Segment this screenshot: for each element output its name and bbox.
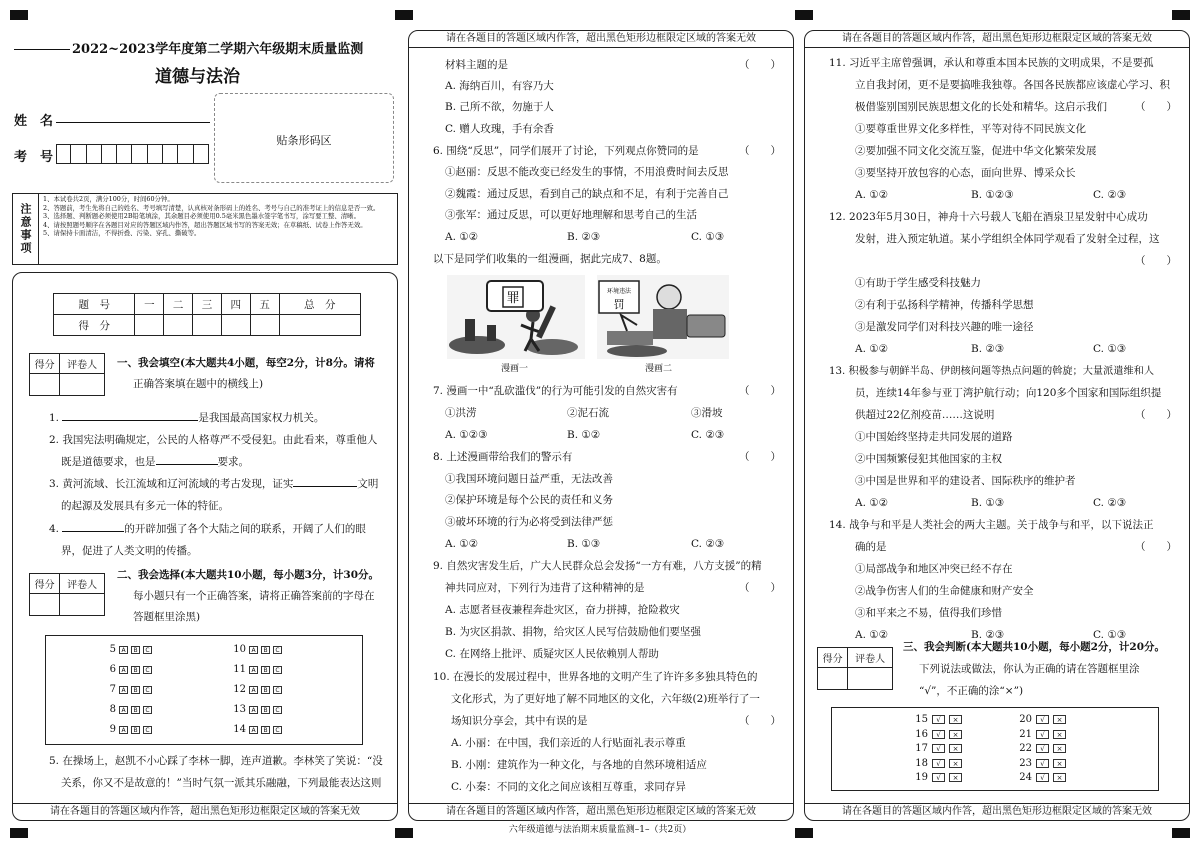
choice-answer-row <box>102 664 152 675</box>
notice-item: 4、请按照题号顺序在各题目对应的答题区域内作答，超出答题区域书写的答案无效；在草稿纸、试卷上作答无效。 <box>43 220 367 229</box>
option-b: B. ②③ <box>971 629 1005 641</box>
choice-bubble[interactable]: B <box>261 666 270 674</box>
tick-bubble[interactable]: √ <box>932 759 945 768</box>
choice-bubble[interactable]: C <box>273 666 282 674</box>
q9-option-b: B. 为灾区捐款、捐物，给灾区人民写信鼓励他们要坚强 <box>445 626 701 638</box>
registration-mark <box>795 10 813 20</box>
answer-paren: （ ） <box>739 385 781 397</box>
judge-question-number: 24 <box>1019 772 1032 783</box>
statement: ③滑坡 <box>691 407 723 419</box>
choice-bubble[interactable]: B <box>261 646 270 654</box>
notice-item: 2、答题前，考生先将自己的姓名、考号填写清楚，认真核对条形码上的姓名、考号与自己的准考证上的信息是否一致。 <box>43 203 380 212</box>
q6-statement: ①赵丽：反思不能改变已经发生的事情，不用浪费时间去反思 <box>445 166 729 178</box>
score-table-header: 一 <box>135 294 164 315</box>
subject-title: 道德与法治 <box>155 67 240 87</box>
option-c: C. ①③ <box>1093 343 1127 355</box>
choice-question-number: 11 <box>233 664 246 675</box>
q14-statement: ①局部战争和地区冲突已经不存在 <box>855 563 1013 575</box>
q11-text: 极借鉴别国别民族思想文化的长处和精华。这启示我们 <box>855 101 1107 113</box>
q2-line-2 <box>61 452 397 473</box>
choice-bubble[interactable]: B <box>131 726 140 734</box>
notice-item: 1、本试卷共2页，满分100分，时间60分钟。 <box>43 195 174 203</box>
cross-bubble[interactable]: × <box>949 730 962 739</box>
choice-bubble[interactable]: A <box>119 646 128 654</box>
barcode-label: 贴条形码区 <box>276 134 332 147</box>
name-label: 姓 名 <box>14 114 54 129</box>
q13-text: 供超过22亿剂疫苗……这说明 <box>855 409 995 421</box>
option-a: A. ①② <box>855 189 889 201</box>
score-table-header: 五 <box>250 294 279 315</box>
section-3-title: 三、我会判断(本大题共10小题，每小题2分，计20分。 <box>903 641 1165 653</box>
judge-question-number: 15 <box>915 714 928 725</box>
choice-answer-row <box>232 664 282 675</box>
q11-statement: ②要加强不同文化交流互鉴，促进中华文化繁荣发展 <box>855 145 1097 157</box>
cross-bubble[interactable]: × <box>949 759 962 768</box>
comic-2 <box>597 275 729 359</box>
q9-text: 神共同应对，下列行为违背了这种精神的是 <box>445 582 645 594</box>
notice-list <box>43 195 394 238</box>
section-3-title-2: 下列说法或做法，你认为正确的请在答题框里涂 <box>919 663 1140 675</box>
q5-option-b: B. 己所不欲，勿施于人 <box>445 101 554 113</box>
choice-answer-row <box>232 704 282 715</box>
cross-bubble[interactable]: × <box>1053 730 1066 739</box>
choice-bubble[interactable]: B <box>261 726 270 734</box>
notice-item: 3、选择题、判断题必须使用2B铅笔填涂，其余题目必须使用0.5毫米黑色墨水签字笔书写，涂写要工整、清晰。 <box>43 212 360 221</box>
judge-question-number: 18 <box>915 757 928 769</box>
choice-bubble[interactable]: B <box>131 686 140 694</box>
comic-2-caption: 漫画二 <box>645 364 673 374</box>
q8-statement: ②保护环境是每个公民的责任和义务 <box>445 494 613 506</box>
answer-band-bottom: 请在各题目的答题区域内作答，超出黑色矩形边框限定区域的答案无效 <box>805 803 1189 820</box>
section-2-title-2: 每小题只有一个正确答案，请将正确答案前的字母在 <box>133 590 375 602</box>
choice-answer-row <box>102 724 152 735</box>
q5-text: 材料主题的是 <box>445 59 508 71</box>
choice-question-number: 9 <box>109 724 116 735</box>
answer-paren: （ ） <box>1135 409 1177 421</box>
q12-statement: ②有利于弘扬科学精神，传播科学思想 <box>855 299 1034 311</box>
grader-cell <box>848 668 893 690</box>
judge-question-number: 23 <box>1019 757 1032 769</box>
grader-name-label: 评卷人 <box>60 574 105 594</box>
cross-bubble[interactable]: × <box>949 715 962 724</box>
q14-statement: ③和平来之不易，值得我们珍惜 <box>855 607 1002 619</box>
grader-cell <box>30 594 60 616</box>
q3-blank[interactable] <box>293 475 357 487</box>
score-cell <box>279 315 361 336</box>
q13-statement: ②中国频繁侵犯其他国家的主权 <box>855 453 1002 465</box>
answer-paren: （ ） <box>739 145 781 157</box>
column-3 <box>804 30 1190 821</box>
score-cell <box>164 315 193 336</box>
q7-text: 7. 漫画一中“乱砍滥伐”的行为可能引发的自然灾害有 <box>433 385 678 397</box>
q10-option-a: A. 小丽：在中国，我们亲近的人行贴面礼表示尊重 <box>451 737 686 749</box>
q10-option-c: C. 小秦：不同的文化之间应该相互尊重，求同存异 <box>451 781 686 793</box>
q9-line-2 <box>445 578 793 599</box>
section-1-title-2: 正确答案填在题中的横线上) <box>133 378 264 390</box>
statement: ①洪涝 <box>445 407 477 419</box>
choice-bubble[interactable]: A <box>249 706 258 714</box>
option-c: C. ②③ <box>691 429 725 441</box>
answer-paren: （ ） <box>1135 101 1177 113</box>
grader-box <box>29 573 105 616</box>
q2-blank[interactable] <box>156 453 218 465</box>
q12-statement: ③是激发同学们对科技兴趣的唯一途径 <box>855 321 1034 333</box>
comic-1-illustration <box>447 275 585 359</box>
score-table-header: 题 号 <box>54 294 135 315</box>
choice-question-number: 8 <box>109 704 116 715</box>
judge-answer-row <box>914 714 962 725</box>
tick-bubble[interactable]: √ <box>932 744 945 753</box>
answer-paren: （ ） <box>739 715 781 727</box>
q14-statement: ②战争伤害人们的生命健康和财产安全 <box>855 585 1034 597</box>
grader-cell <box>60 374 105 396</box>
choice-bubble[interactable]: B <box>131 666 140 674</box>
q12-options <box>855 339 1189 360</box>
q9-option-a: A. 志愿者昼夜兼程奔赴灾区，奋力拼搏，抢险救灾 <box>445 604 680 616</box>
score-table-header: 总 分 <box>279 294 361 315</box>
judge-answer-row <box>1018 714 1066 725</box>
title-row <box>14 38 398 57</box>
option-b: B. ①③ <box>971 497 1005 509</box>
q8-statement: ①我国环境问题日益严重，无法改善 <box>445 473 613 485</box>
tick-bubble[interactable]: √ <box>1036 730 1049 739</box>
q8-stem <box>433 447 793 468</box>
q14-line-1: 14. 战争与和平是人类社会的两大主题。关于战争与和平，以下说法正 <box>829 519 1154 531</box>
grader-box <box>29 353 105 396</box>
registration-mark <box>395 10 413 20</box>
judge-answer-row <box>914 758 962 769</box>
q3-line-2: 的起源及发展具有多元一体的特征。 <box>61 500 229 512</box>
score-table-header: 四 <box>221 294 250 315</box>
id-label: 考 号 <box>14 150 54 165</box>
choice-bubble[interactable]: A <box>119 726 128 734</box>
judge-answer-row <box>914 729 962 740</box>
q13-line-3 <box>855 405 1189 426</box>
option-a: A. ①② <box>855 497 889 509</box>
q5-line-3 <box>445 55 793 76</box>
q4-blank[interactable] <box>62 520 124 532</box>
tick-bubble[interactable]: √ <box>1036 773 1049 782</box>
score-table-header: 三 <box>193 294 222 315</box>
choice-answer-row <box>102 684 152 695</box>
choice-bubble[interactable]: A <box>119 686 128 694</box>
choice-question-number: 13 <box>233 704 246 715</box>
choice-bubble[interactable]: C <box>273 706 282 714</box>
choice-answer-row <box>102 704 152 715</box>
q4-line-1: 4. 的开辟加强了各个大陆之间的联系，开阔了人们的眼 <box>49 519 397 540</box>
q11-line-1: 11. 习近平主席曾强调，承认和尊重本国本民族的文明成果，不是要孤 <box>829 57 1154 69</box>
grader-name-label: 评卷人 <box>848 648 893 668</box>
score-cell <box>250 315 279 336</box>
score-cell <box>193 315 222 336</box>
choice-bubble[interactable]: B <box>131 646 140 654</box>
choice-bubble[interactable]: B <box>261 706 270 714</box>
q11-line-2: 立自我封闭，更不是要搞唯我独尊。各国各民族都应该虚心学习、积 <box>855 79 1170 91</box>
choice-bubble[interactable]: B <box>131 706 140 714</box>
choice-bubble[interactable]: A <box>249 646 258 654</box>
q11-statement: ③要坚持开放包容的心态，面向世界、博采众长 <box>855 167 1076 179</box>
choice-answer-row <box>232 644 282 655</box>
q3-text-end: 文明 <box>357 478 379 490</box>
choice-bubble[interactable]: C <box>273 686 282 694</box>
q4-text: 的开辟加强了各个大陆之间的联系，开阔了人们的眼 <box>124 523 366 535</box>
cross-bubble[interactable]: × <box>1053 715 1066 724</box>
judge-answer-grid <box>831 707 1159 791</box>
q5-option-c: C. 赠人玫瑰，手有余香 <box>445 123 554 135</box>
q5-line-2: 关系，你又不是故意的！”当时气氛一派其乐融融，下列最能表达这则 <box>61 777 382 789</box>
q10-line-1: 10. 在漫长的发展过程中，世界各地的文明产生了许许多多独具特色的 <box>433 671 758 683</box>
option-c: C. ②③ <box>1093 189 1127 201</box>
cross-bubble[interactable]: × <box>949 744 962 753</box>
q13-line-2: 员，连续14年参与亚丁湾护航行动；向120多个国家和国际组织提 <box>855 387 1162 399</box>
judge-question-number: 17 <box>915 743 928 754</box>
comic-1-caption: 漫画一 <box>501 364 529 374</box>
option-b: B. ①②③ <box>971 189 1014 201</box>
q13-options <box>855 493 1189 514</box>
q1: 1. 是我国最高国家权力机关。 <box>49 408 397 429</box>
comic-2-illustration <box>597 275 729 359</box>
score-cell <box>135 315 164 336</box>
q6-statement: ③张军：通过反思，可以更好地理解和思考自己的生活 <box>445 209 697 221</box>
choice-question-number: 12 <box>233 684 246 695</box>
choice-bubble[interactable]: C <box>143 646 152 654</box>
choice-question-number: 10 <box>233 644 246 655</box>
judge-answer-row <box>914 743 962 754</box>
judge-question-number: 22 <box>1019 743 1032 754</box>
q7-options <box>445 425 793 446</box>
judge-question-number: 19 <box>915 772 928 783</box>
judge-answer-row <box>1018 758 1066 769</box>
option-b: B. ①② <box>567 429 601 441</box>
choice-bubble[interactable]: C <box>143 666 152 674</box>
q8-statement: ③破坏环境的行为必将受到法律严惩 <box>445 516 613 528</box>
choice-answer-grid <box>45 635 363 745</box>
q12-statement: ①有助于学生感受科技魅力 <box>855 277 981 289</box>
id-boxes[interactable] <box>56 144 209 164</box>
q14-text: 确的是 <box>855 541 887 553</box>
column-1 <box>12 272 398 821</box>
q10-text: 场知识分享会，其中有误的是 <box>451 715 588 727</box>
section-3-title-3: “√”，不正确的涂“×”) <box>919 685 1024 697</box>
tick-bubble[interactable]: √ <box>1036 759 1049 768</box>
comic-2-sign: 环境违法 <box>606 288 632 295</box>
q12-line-1: 12. 2023年5月30日，神舟十六号载人飞船在酒泉卫星发射中心成功 <box>829 211 1148 223</box>
answer-band-bottom: 请在各题目的答题区域内作答，超出黑色矩形边框限定区域的答案无效 <box>409 803 793 820</box>
q7-statements <box>445 403 793 424</box>
option-a: A. ①②③ <box>445 429 488 441</box>
choice-bubble[interactable]: A <box>249 686 258 694</box>
section-2-title: 二、我会选择(本大题共10小题，每小题3分，计30分。 <box>117 569 379 581</box>
answer-paren: （ ） <box>739 59 781 71</box>
option-c: C. ②③ <box>1093 497 1127 509</box>
q7-stem <box>433 381 793 402</box>
tick-bubble[interactable]: √ <box>932 715 945 724</box>
q9-line-1: 9. 自然灾害发生后，广大人民群众总会发扬“一方有难，八方支援”的精 <box>433 560 762 572</box>
q13-line-1: 13. 积极参与朝鲜半岛、伊朗核问题等热点问题的斡旋；大量派遣维和人 <box>829 366 1155 377</box>
option-a: A. ①② <box>855 343 889 355</box>
choice-bubble[interactable]: C <box>273 726 282 734</box>
q1-text: 是我国最高国家权力机关。 <box>198 412 325 424</box>
q11-statement: ①要尊重世界文化多样性，平等对待不同民族文化 <box>855 123 1086 135</box>
q11-line-3 <box>855 97 1189 118</box>
q6-options <box>445 227 793 248</box>
q10-option-b: B. 小刚：建筑作为一种文化，与各地的自然环境相适应 <box>451 759 707 771</box>
grader-score-label: 得分 <box>30 354 60 374</box>
page-footer: 六年级道德与法治期末质量监测–1–（共2页） <box>508 825 692 835</box>
notice-title: 注意事项 <box>13 194 39 264</box>
q9-option-c: C. 在网络上批评、质疑灾区人民依赖别人帮助 <box>445 648 659 660</box>
grader-cell <box>30 374 60 396</box>
option-c: C. ①③ <box>1093 629 1127 641</box>
choice-bubble[interactable]: B <box>261 686 270 694</box>
registration-mark <box>1172 10 1190 20</box>
score-cell <box>221 315 250 336</box>
option-c: C. ①③ <box>691 231 725 243</box>
judge-answer-row <box>914 772 962 783</box>
notice-box <box>12 193 398 265</box>
notice-item: 5、请保持卡面清洁，不得折叠、污染、穿孔、撕破等。 <box>43 229 201 238</box>
choice-question-number: 6 <box>109 664 116 675</box>
q14-line-2 <box>855 537 1189 558</box>
option-a: A. ①② <box>445 231 479 243</box>
option-a: A. ①② <box>855 629 889 641</box>
q4-line-2: 界，促进了人类文明的传播。 <box>61 545 198 557</box>
choice-bubble[interactable]: A <box>249 666 258 674</box>
option-b: B. ②③ <box>567 231 601 243</box>
judge-question-number: 21 <box>1019 728 1032 740</box>
score-table-header: 二 <box>164 294 193 315</box>
section-2-title-3: 答题框里涂黑) <box>133 611 201 623</box>
choice-question-number: 14 <box>233 724 246 735</box>
choice-answer-row <box>232 724 282 735</box>
score-table <box>53 293 361 336</box>
column-2 <box>408 30 794 821</box>
choice-bubble[interactable]: A <box>119 706 128 714</box>
answer-band-top: 请在各题目的答题区域内作答，超出黑色矩形边框限定区域的答案无效 <box>409 31 793 48</box>
q8-text: 8. 上述漫画带给我们的警示有 <box>433 451 573 463</box>
grader-score-label: 得分 <box>818 648 848 668</box>
comic-1 <box>447 275 585 359</box>
q6-text: 6. 围绕“反思”，同学们展开了讨论，下列观点你赞同的是 <box>433 145 699 157</box>
school-blank[interactable] <box>14 38 70 50</box>
q6-statement: ②魏霞：通过反思，看到自己的缺点和不足，有利于完善自己 <box>445 188 729 200</box>
judge-question-number: 16 <box>915 728 928 740</box>
q5-line-1: 5. 在操场上，赵凯不小心踩了李林一脚，连声道歉。李林笑了笑说：“没 <box>49 755 383 767</box>
answer-paren: （ ） <box>1135 255 1177 267</box>
section-1-title: 一、我会填空(本大题共4小题，每空2分，计8分。请将 <box>117 357 375 369</box>
judge-answer-row <box>1018 772 1066 783</box>
judge-answer-row <box>1018 743 1066 754</box>
choice-bubble[interactable]: C <box>143 706 152 714</box>
q3-text: 3. 黄河流域、长江流域和辽河流域的考古发现，证实 <box>49 478 294 490</box>
option-b: B. ①③ <box>567 538 601 550</box>
score-row-label: 得 分 <box>54 315 135 336</box>
q2-text: 既是道德要求，也是 <box>61 456 156 468</box>
q10-line-2: 文化形式，为了更好地了解不同地区的文化，六年级(2)班举行了一 <box>451 693 760 705</box>
judge-question-number: 20 <box>1019 714 1032 725</box>
answer-band-bottom: 请在各题目的答题区域内作答，超出黑色矩形边框限定区域的答案无效 <box>13 803 397 820</box>
q3-line-1 <box>49 474 397 495</box>
grader-cell <box>818 668 848 690</box>
name-field[interactable] <box>56 122 210 123</box>
exam-title: 2022~2023学年度第二学期六年级期末质量监测 <box>72 42 364 57</box>
q13-statement: ③中国是世界和平的建设者、国际秩序的维护者 <box>855 475 1076 487</box>
cross-bubble[interactable]: × <box>1053 744 1066 753</box>
cross-bubble[interactable]: × <box>1053 759 1066 768</box>
registration-mark <box>10 10 28 20</box>
q6-stem <box>433 141 793 162</box>
choice-bubble[interactable]: A <box>119 666 128 674</box>
choice-question-number: 7 <box>109 684 116 695</box>
cross-bubble[interactable]: × <box>949 773 962 782</box>
q5-option-a: A. 海纳百川，有容乃大 <box>445 80 554 92</box>
q2-line-1: 2. 我国宪法明确规定，公民的人格尊严不受侵犯。由此看来，尊重他人 <box>49 434 378 446</box>
answer-band-top: 请在各题目的答题区域内作答，超出黑色矩形边框限定区域的答案无效 <box>805 31 1189 48</box>
q12-line-2: 发射，进入预定轨道。某小学组织全体同学观看了发射全过程，这 <box>855 233 1160 245</box>
q11-options <box>855 185 1189 206</box>
choice-bubble[interactable]: C <box>143 686 152 694</box>
judge-answer-row <box>1018 729 1066 740</box>
tick-bubble[interactable]: √ <box>1036 715 1049 724</box>
answer-paren: （ ） <box>1135 541 1177 553</box>
tick-bubble[interactable]: √ <box>932 773 945 782</box>
statement: ②泥石流 <box>567 407 609 419</box>
answer-paren: （ ） <box>739 451 781 463</box>
q2-text-end: 要求。 <box>217 456 249 468</box>
choice-answer-row <box>102 644 152 655</box>
grader-name-label: 评卷人 <box>60 354 105 374</box>
tick-bubble[interactable]: √ <box>932 730 945 739</box>
comic-1-sign: 罪 <box>506 291 520 306</box>
choice-answer-row <box>232 684 282 695</box>
cross-bubble[interactable]: × <box>1053 773 1066 782</box>
answer-paren: （ ） <box>739 582 781 594</box>
barcode-area <box>214 93 394 183</box>
option-c: C. ②③ <box>691 538 725 550</box>
tick-bubble[interactable]: √ <box>1036 744 1049 753</box>
choice-question-number: 5 <box>109 644 116 655</box>
choice-bubble[interactable]: C <box>273 646 282 654</box>
q1-blank[interactable] <box>62 409 198 421</box>
comic-2-sign-2: 罚 <box>613 298 625 311</box>
comics-intro: 以下是同学们收集的一组漫画，据此完成7、8题。 <box>433 253 667 265</box>
q13-statement: ①中国始终坚持走共同发展的道路 <box>855 431 1013 443</box>
grader-box <box>817 647 893 690</box>
choice-bubble[interactable]: C <box>143 726 152 734</box>
option-b: B. ②③ <box>971 343 1005 355</box>
q10-line-3 <box>451 711 793 732</box>
q8-options <box>445 534 793 555</box>
choice-bubble[interactable]: A <box>249 726 258 734</box>
option-a: A. ①② <box>445 538 479 550</box>
grader-score-label: 得分 <box>30 574 60 594</box>
grader-cell <box>60 594 105 616</box>
